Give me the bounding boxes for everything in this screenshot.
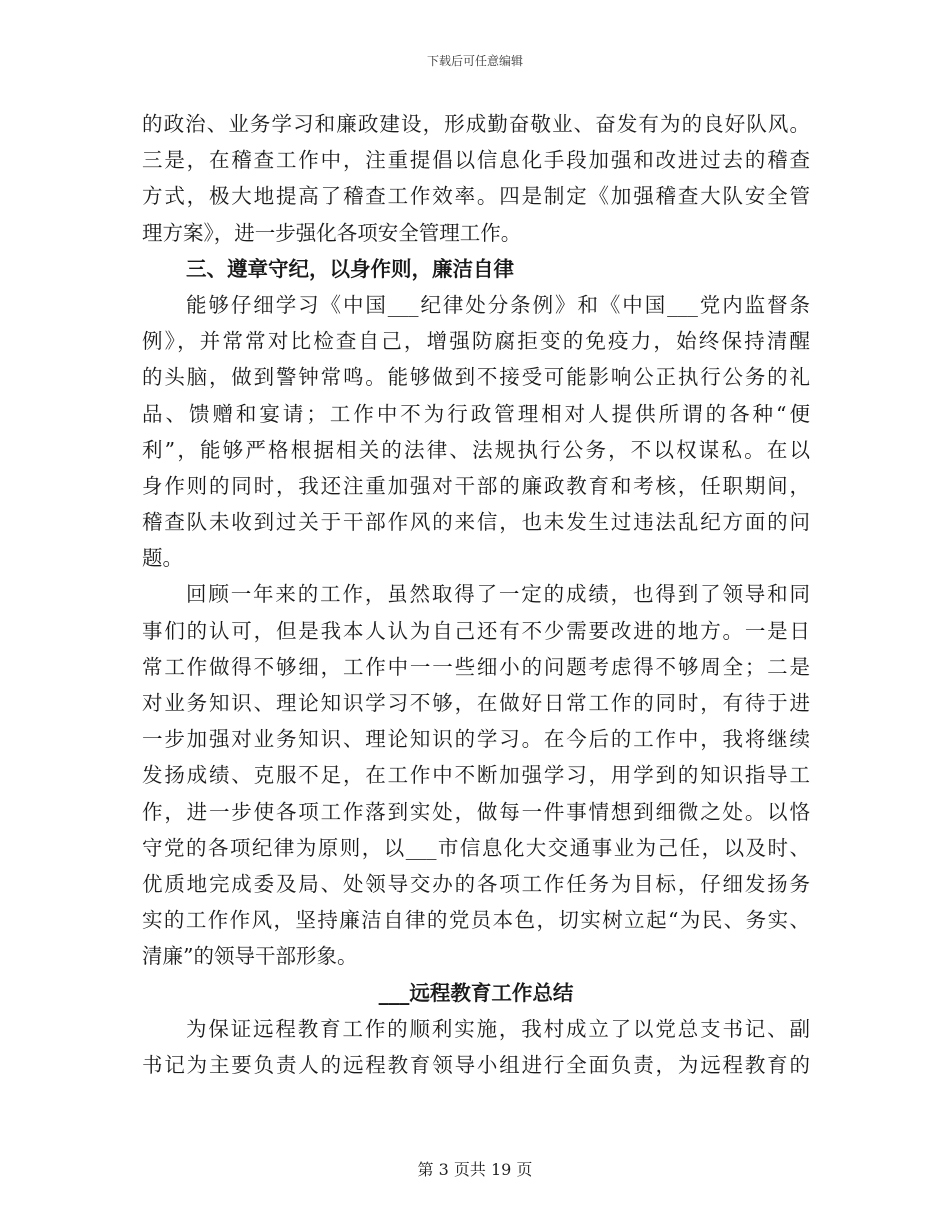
text-line: 稽查队未收到过关于干部作风的来信，也未发生过违法乱纪方面的问 bbox=[142, 510, 810, 535]
text-line: 作，进一步使各项工作落到实处，做每一件事情想到细微之处。以恪 bbox=[142, 799, 810, 824]
text-line: 优质地完成委及局、处领导交办的各项工作任务为目标，仔细发扬务 bbox=[142, 871, 810, 896]
text-line: 题。 bbox=[142, 546, 183, 571]
text-line: 发扬成绩、克服不足，在工作中不断加强学习，用学到的知识指导工 bbox=[142, 763, 810, 788]
text-line: 对业务知识、理论知识学习不够，在做好日常工作的同时，有待于进 bbox=[142, 691, 810, 715]
text-line: 身作则的同时，我还注重加强对干部的廉政教育和考核，任职期间， bbox=[142, 473, 810, 498]
text-line: 能够仔细学习《中国___纪律处分条例》和《中国___党内监督条 bbox=[186, 292, 810, 317]
text-line: 三是，在稽查工作中，注重提倡以信息化手段加强和改进过去的稽查 bbox=[142, 148, 810, 173]
text-line: 的政治、业务学习和廉政建设，形成勤奋敬业、奋发有为的良好队风。 bbox=[142, 112, 810, 136]
text-line: 品、馈赠和宴请；工作中不为行政管理相对人提供所谓的各种“便 bbox=[142, 401, 810, 426]
text-line: 守党的各项纪律为原则，以___市信息化大交通事业为己任，以及时、 bbox=[142, 835, 810, 860]
text-line: 方式，极大地提高了稽查工作效率。四是制定《加强稽查大队安全管 bbox=[142, 184, 810, 209]
text-line: 利”，能够严格根据相关的法律、法规执行公务，不以权谋私。在以 bbox=[142, 437, 810, 462]
section-title: ___远程教育工作总结 bbox=[378, 980, 574, 1005]
text-line: 回顾一年来的工作，虽然取得了一定的成绩，也得到了领导和同 bbox=[186, 582, 810, 607]
text-line: 的头脑，做到警钟常鸣。能够做到不接受可能影响公正执行公务的礼 bbox=[142, 365, 810, 390]
text-line: 一步加强对业务知识、理论知识的学习。在今后的工作中，我将继续 bbox=[142, 727, 810, 752]
text-line: 书记为主要负责人的远程教育领导小组进行全面负责，为远程教育的 bbox=[142, 1052, 810, 1077]
text-line: 理方案》，进一步强化各项安全管理工作。 bbox=[142, 220, 522, 245]
page-number: 第 3 页共 19 页 bbox=[417, 1160, 533, 1179]
text-line: 清廉”的领导干部形象。 bbox=[142, 944, 358, 969]
document-body bbox=[142, 106, 810, 1083]
text-line: 实的工作作风，坚持廉洁自律的党员本色，切实树立起“为民、务实、 bbox=[142, 908, 810, 933]
text-line: 例》，并常常对比检查自己，增强防腐拒变的免疫力，始终保持清醒 bbox=[142, 329, 810, 354]
section-heading: 三、遵章守纪，以身作则，廉洁自律 bbox=[186, 256, 514, 281]
text-line: 常工作做得不够细，工作中一一些细小的问题考虑得不够周全；二是 bbox=[142, 654, 810, 679]
text-line: 为保证远程教育工作的顺利实施，我村成立了以党总支书记、副 bbox=[186, 1016, 810, 1041]
page-header: 下载后可任意编辑 bbox=[426, 54, 523, 68]
text-line: 事们的认可，但是我本人认为自己还有不少需要改进的地方。一是日 bbox=[142, 618, 810, 643]
